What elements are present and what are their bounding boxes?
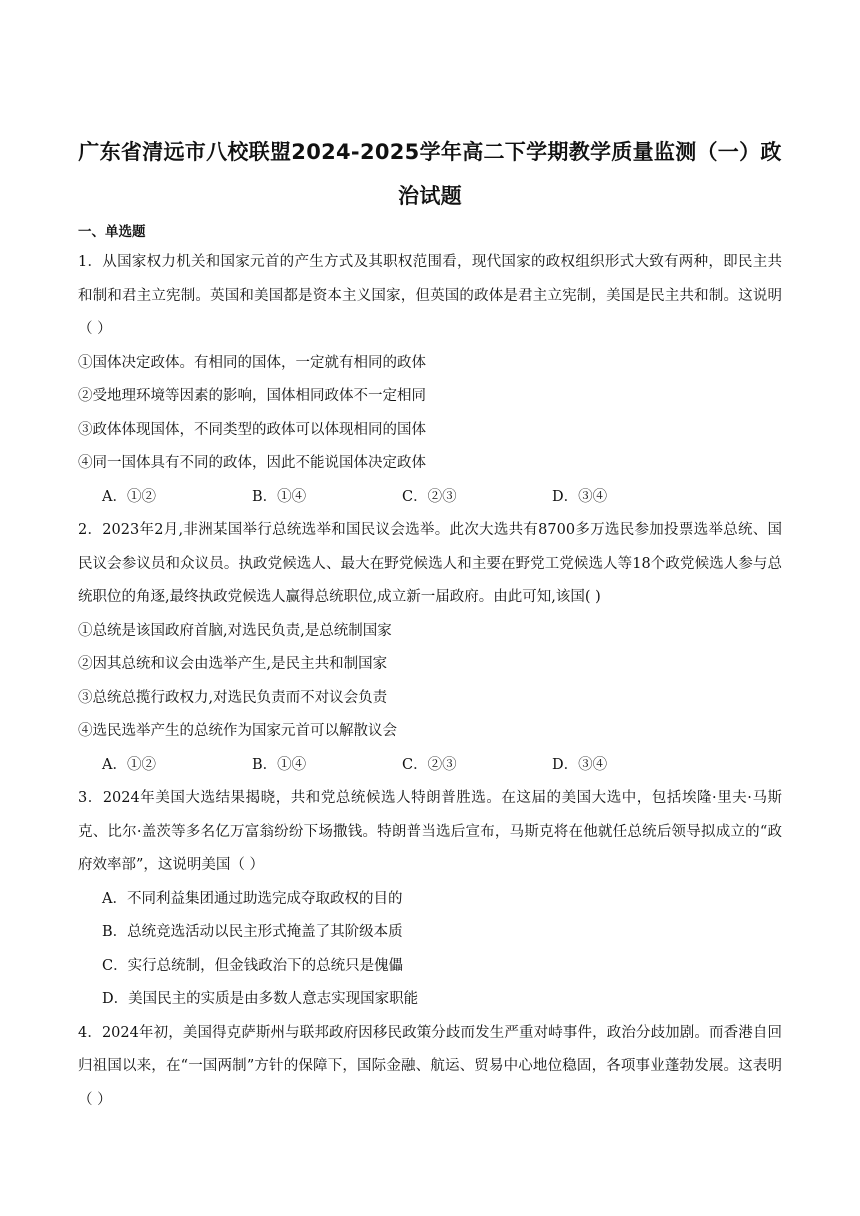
option-b: B．总统竞选活动以民主形式掩盖了其阶级本质	[102, 924, 403, 940]
option-d: D．③④	[552, 756, 608, 773]
statement-2: ②受地理环境等因素的影响，国体相同政体不一定相同	[78, 388, 426, 404]
title-line-2: 治试题	[398, 184, 462, 208]
statement-4: ④选民选举产生的总统作为国家元首可以解散议会	[78, 723, 397, 739]
document-title	[78, 130, 782, 218]
option-b: B．①④	[252, 756, 307, 773]
statement-1: ①国体决定政体。有相同的国体，一定就有相同的政体	[78, 354, 426, 371]
statement-3: ③政体体现国体，不同类型的政体可以体现相同的国体	[78, 421, 426, 438]
answer-options	[78, 749, 782, 783]
question-stem: 3．2024年美国大选结果揭晓，共和党总统候选人特朗普胜选。在这届的美国大选中，包括埃隆·里夫·马斯克、比尔·盖茨等多名亿万富翁纷纷下场撒钱。特朗普当选后宣布，马斯克将在他就任总统后领导拟成立的“政府效率部”，这说明美国（ ）	[78, 790, 782, 873]
option-d: D．美国民主的实质是由多数人意志实现国家职能	[102, 991, 419, 1007]
statement-3: ③总统总揽行政权力,对选民负责而不对议会负责	[78, 689, 388, 706]
title-line-1: 广东省清远市八校联盟2024-2025学年高二下学期教学质量监测（一）政	[78, 140, 782, 164]
statement-2: ②因其总统和议会由选举产生,是民主共和制国家	[78, 656, 388, 672]
section-heading: 一、单选题	[78, 224, 146, 240]
option-a: A．不同利益集团通过助选完成夺取政权的目的	[102, 890, 403, 907]
question-stem: 2．2023年2月,非洲某国举行总统选举和国民议会选举。此次大选共有8700多万选民参加投票选举总统、国民议会参议员和众议员。执政党候选人、最大在野党候选人和主要在野党工党候选人等18个政党候选人参与总统职位的角逐,最终执政党候选人赢得总统职位,成立新一届政府。由此可知,该国( )	[78, 522, 782, 605]
statement-1: ①总统是该国政府首脑,对选民负责,是总统制国家	[78, 622, 392, 639]
answer-options	[78, 481, 782, 515]
question-stem: 4．2024年初，美国得克萨斯州与联邦政府因移民政策分歧而发生严重对峙事件，政治分歧加剧。而香港自回归祖国以来，在“一国两制”方针的保障下，国际金融、航运、贸易中心地位稳固，各项事业蓬勃发展。这表明（ ）	[78, 1024, 782, 1108]
option-b: B．①④	[252, 488, 307, 505]
option-c: C．实行总统制，但金钱政治下的总统只是傀儡	[102, 957, 404, 974]
question-4	[78, 1017, 782, 1118]
option-a: A．①②	[102, 488, 156, 505]
option-d: D．③④	[552, 488, 608, 505]
question-2	[78, 514, 782, 782]
option-c: C．②③	[402, 756, 457, 773]
question-3	[78, 782, 782, 1017]
option-c: C．②③	[402, 488, 457, 505]
question-1	[78, 246, 782, 514]
statement-4: ④同一国体具有不同的政体，因此不能说国体决定政体	[78, 455, 426, 471]
question-stem: 1．从国家权力机关和国家元首的产生方式及其职权范围看，现代国家的政权组织形式大致有两种，即民主共和制和君主立宪制。英国和美国都是资本主义国家，但英国的政体是君主立宪制，美国是民主共和制。这说明（ ）	[78, 254, 782, 337]
option-a: A．①②	[102, 756, 156, 773]
